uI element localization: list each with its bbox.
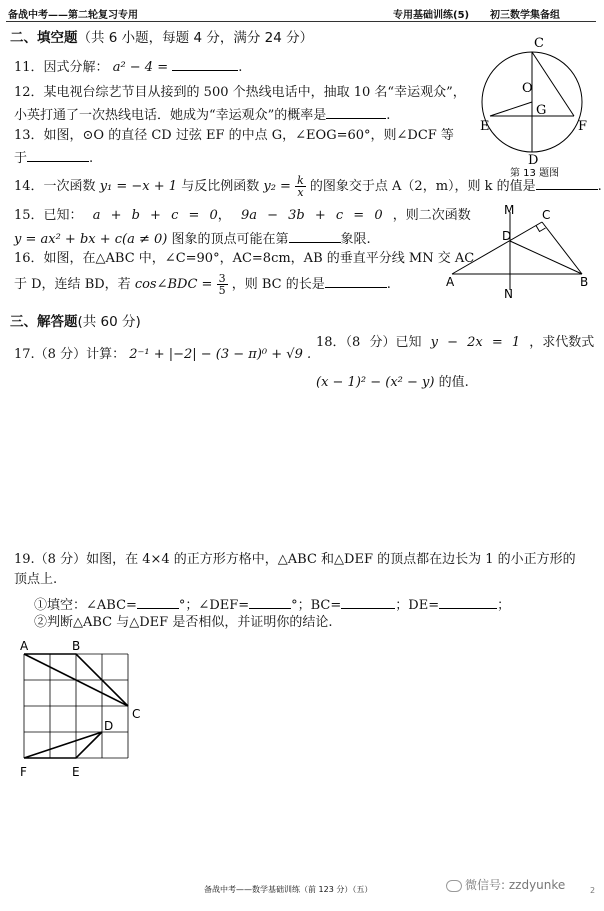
- question-19-sub2: ②判断△ABC 与△DEF 是否相似，并证明你的结论.: [34, 615, 333, 630]
- question-11: 11．因式分解： a² − 4 = .: [14, 56, 242, 77]
- question-16-line1: 16．如图，在△ABC 中，∠C=90°，AC=8cm，AB 的垂直平分线 MN 交 AC: [14, 251, 475, 266]
- label-e: E: [480, 119, 490, 134]
- label-m: M: [504, 204, 515, 217]
- question-15-line1: 15．已知： a + b + c = 0， 9a − 3b + c = 0 ，则二次函数: [14, 208, 471, 223]
- label-f: F: [578, 119, 588, 134]
- label-a: A: [20, 639, 29, 653]
- figure-13-circle: [476, 30, 596, 180]
- footer-text: 备战中考——数学基础训练（前 123 分）（五）: [204, 885, 373, 894]
- label-d: D: [104, 719, 114, 733]
- label-d: D: [502, 229, 512, 243]
- question-14: 14．一次函数 y₁ = −x + 1 与反比例函数 y₂ = $\frac{k}{x}$ 的图象交于点 A（2，m），则 k 的值是 .: [14, 174, 602, 199]
- question-18-line1: 18．（8 分）已知 y − 2x = 1 ，求代数式: [316, 335, 595, 350]
- label-b: B: [580, 275, 589, 289]
- figure-19-grid: [14, 638, 164, 788]
- label-n: N: [504, 287, 513, 300]
- label-c: C: [534, 36, 544, 51]
- figure-16-triangle: [444, 204, 594, 300]
- answer-blank-de[interactable]: [439, 594, 497, 609]
- page-number: 2: [590, 886, 596, 895]
- segment-bd: [510, 241, 582, 274]
- figure-13-caption: 第 13 题图: [510, 168, 560, 179]
- label-c: C: [542, 208, 551, 222]
- question-13-line2: 于 .: [14, 147, 93, 168]
- answer-blank-16[interactable]: [325, 273, 387, 288]
- answer-blank-13[interactable]: [27, 147, 89, 162]
- question-12-line2: 小英打通了一次热线电话．她成为“幸运观众”的概率是 .: [14, 104, 390, 125]
- label-f: F: [20, 765, 27, 779]
- side-cb: [542, 222, 582, 274]
- header-center: 专用基础训练(5): [393, 10, 470, 21]
- wechat-watermark: 微信号: zzdyunke: [446, 876, 565, 893]
- section-title-fill-blank: 二、填空题（共 6 小题，每题 4 分，满分 24 分）: [10, 30, 314, 46]
- answer-blank-def[interactable]: [249, 594, 291, 609]
- question-16-line2: 于 D，连结 BD，若 cos∠BDC = $\frac{3}{5}$ ，则 BC 的长是 .: [14, 272, 391, 297]
- answer-blank-12[interactable]: [326, 104, 386, 119]
- question-17: 17.（8 分）计算： 2⁻¹ + |−2| − (3 − π)⁰ + √9 .: [14, 347, 312, 362]
- question-19-line1: 19.（8 分）如图，在 4×4 的正方形方格中，△ABC 和△DEF 的顶点都在边长为 1 的小正方形的: [14, 552, 576, 567]
- answer-blank-abc[interactable]: [137, 594, 179, 609]
- question-13-line1: 13．如图，⊙O 的直径 CD 过弦 EF 的中点 G，∠EOG=60°，则∠DCF 等: [14, 128, 454, 143]
- label-g: G: [536, 103, 547, 118]
- label-o: O: [522, 81, 533, 96]
- answer-blank-15[interactable]: [289, 228, 341, 243]
- label-a: A: [446, 275, 455, 289]
- label-d: D: [528, 153, 539, 168]
- question-19-sub1: ①填空：∠ABC= °；∠DEF= °；BC= ；DE= ；: [34, 594, 510, 615]
- question-19-line2: 顶点上.: [14, 572, 58, 587]
- header-right: 初三数学集备组: [490, 10, 560, 21]
- answer-blank-14[interactable]: [536, 175, 598, 190]
- answer-blank-11[interactable]: [172, 56, 238, 71]
- label-c: C: [132, 707, 141, 721]
- question-15-line2: y = ax² + bx + c(a ≠ 0) 图象的顶点可能在第 象限.: [14, 228, 371, 249]
- question-12-line1: 12．某电视台综艺节目从接到的 500 个热线电话中，抽取 10 名“幸运观众”，: [14, 85, 466, 100]
- answer-blank-bc[interactable]: [341, 594, 395, 609]
- label-b: B: [72, 639, 81, 653]
- wechat-icon: [446, 880, 462, 892]
- header-rule: [6, 21, 596, 22]
- triangle-def: [24, 732, 102, 758]
- side-ac: [452, 222, 542, 274]
- section-title-answer: 三、解答题(共 60 分): [10, 314, 141, 330]
- label-e: E: [72, 765, 80, 779]
- right-angle-c: [536, 226, 546, 232]
- header-left: 备战中考——第二轮复习专用: [8, 10, 138, 21]
- question-18-line2: (x − 1)² − (x² − y) 的值.: [316, 375, 469, 390]
- grid-lines: [24, 654, 128, 758]
- segment-oe: [490, 102, 532, 116]
